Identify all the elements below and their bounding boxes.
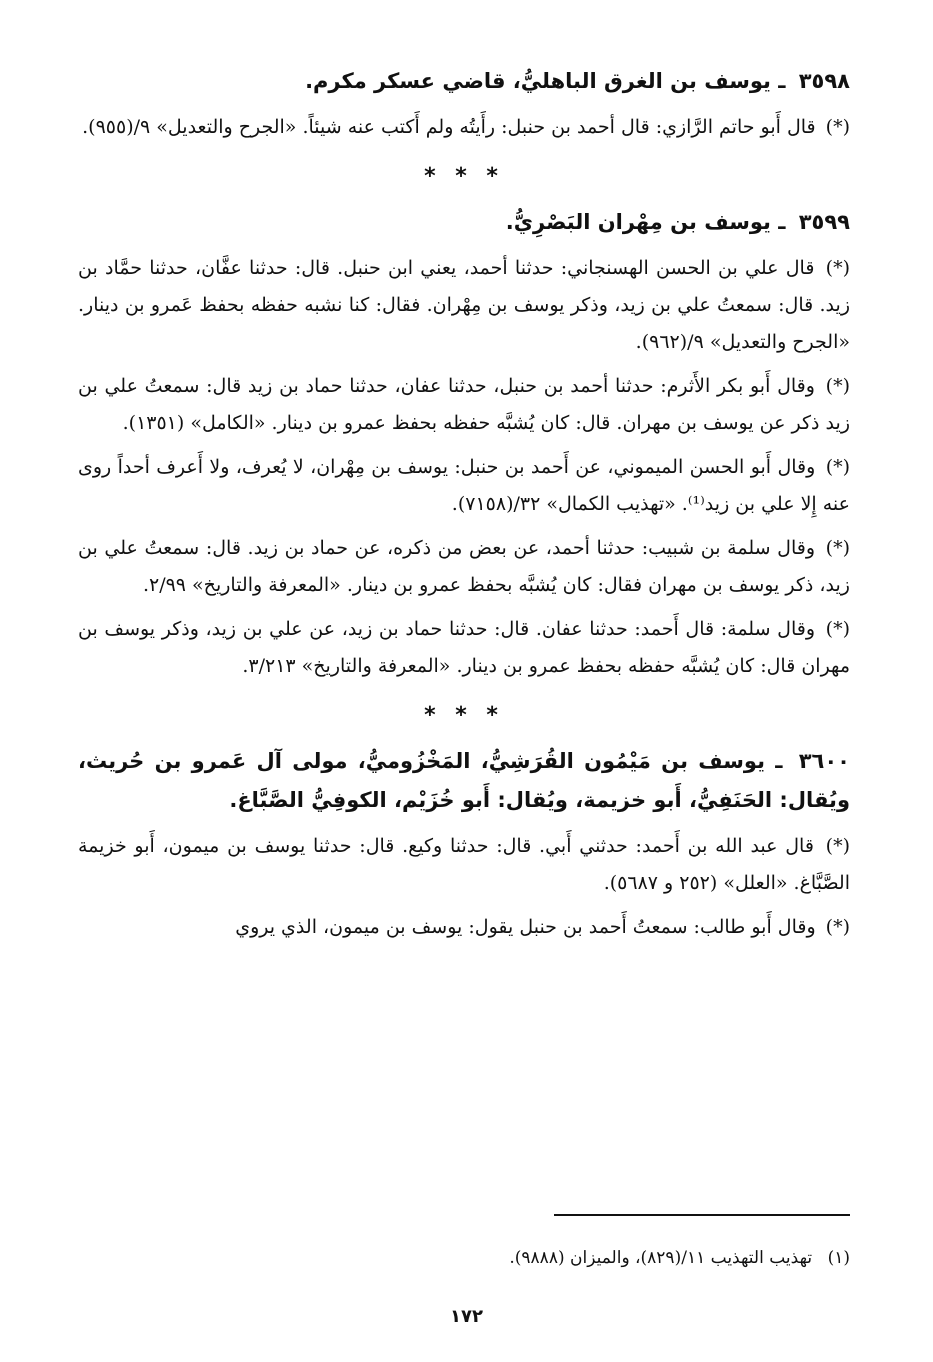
entry-3598 xyxy=(78,62,850,146)
narration-text: قال عبد الله بن أَحمد: حدثني أَبي. قال: حدثنا وكيع. قال: حدثنا يوسف بن ميمون، أَبو خزيمة الصَّبَّاغ. «العلل» (٢٥٢ و ٥٦٨٧). xyxy=(78,835,850,894)
page-number: ١٧٢ xyxy=(450,1306,483,1327)
narration-text: وقال أَبو الحسن الميموني، عن أَحمد بن حنبل: يوسف بن مِهْران، لا يُعرف، ولا أَعرف أحداً روى عنه إِلا علي بن زيد⁽¹⁾. «تهذيب الكمال» ٣٢/(٧١٥٨). xyxy=(78,456,850,515)
footnote-mark: (١) xyxy=(827,1248,850,1268)
footnote-text: تهذيب التهذيب ١١/(٨٢٩)، والميزان (٩٨٨٨). xyxy=(509,1248,813,1268)
footnote xyxy=(78,1244,850,1272)
narration-mark: (*) xyxy=(825,456,851,478)
entry-title: ـ يوسف بن مِهْران البَصْرِيُّ. xyxy=(505,210,786,234)
page-body xyxy=(78,62,850,953)
entry-heading xyxy=(78,742,850,820)
narration-paragraph xyxy=(78,909,850,946)
narration-mark: (*) xyxy=(825,618,850,640)
narration-text: وقال سلمة: قال أَحمد: حدثنا عفان. قال: حدثنا حماد بن زيد، عن علي بن زيد، وذكر يوسف بن مهران قال: كان يُشبَّه حفظه بحفظ عمرو بن دينار. «المعرفة والتاريخ» ٣/٢١٣. xyxy=(78,618,850,677)
narration-paragraph xyxy=(78,250,850,361)
narration-text: وقال أَبو بكر الأَثرم: حدثنا أحمد بن حنبل، حدثنا عفان، حدثنا حماد بن زيد قال: سمعتُ علي بن زيد ذكر عن يوسف بن مهران. قال: كان يُشبَّه حفظه بحفظ عمرو بن دينار. «الكامل» (١٣٥١). xyxy=(78,375,850,434)
narration-paragraph xyxy=(78,449,850,523)
entry-3599 xyxy=(78,203,850,685)
entry-number: ٣٥٩٨ xyxy=(798,69,850,93)
entry-title: ـ يوسف بن مَيْمُون القُرَشِيُّ، المَخْزُوميُّ، مولى آل عَمرو بن حُريث، ويُقال: الحَنَفِيُّ، أَبو خزيمة، ويُقال: أَبو خُزَيْم، الكوفِيُّ الصَّبَّاغ. xyxy=(78,749,850,812)
narration-mark: (*) xyxy=(825,257,850,279)
narration-text: وقال أَبو طالب: سمعتُ أَحمد بن حنبل يقول: يوسف بن ميمون، الذي يروي xyxy=(235,916,816,938)
narration-text: قال علي بن الحسن الهسنجاني: حدثنا أحمد، يعني ابن حنبل. قال: حدثنا عفَّان، حدثنا حمَّاد بن زيد. قال: سمعتُ علي بن زيد، وذكر يوسف بن مِهْران. فقال: كنا نشبه حفظه بحفظ عَمرو بن دينار. «الجرح والتعديل» ٩/(٩٦٢). xyxy=(78,257,850,353)
narration-mark: (*) xyxy=(825,916,850,938)
section-separator: * * * xyxy=(424,164,504,189)
narration-paragraph xyxy=(78,368,850,442)
narration-mark: (*) xyxy=(825,116,850,138)
footnote-divider xyxy=(554,1214,850,1216)
entry-heading xyxy=(78,62,850,101)
narration-text: وقال سلمة بن شبيب: حدثنا أحمد، عن بعض من ذكره، عن حماد بن زيد. قال: سمعتُ علي بن زيد، ذكر يوسف بن مهران فقال: كان يُشبَّه بحفظ عمرو بن دينار. «المعرفة والتاريخ» ٢/٩٩. xyxy=(78,537,850,596)
narration-mark: (*) xyxy=(825,537,850,559)
narration-mark: (*) xyxy=(825,835,850,857)
narration-paragraph xyxy=(78,828,850,902)
narration-mark: (*) xyxy=(825,375,850,397)
entry-number: ٣٦٠٠ xyxy=(798,749,851,773)
narration-paragraph xyxy=(78,611,850,685)
narration-text: قال أَبو حاتم الرَّازي: قال أحمد بن حنبل: رأَيتُه ولم أَكتب عنه شيئاً. «الجرح والتعديل» ٩/(٩٥٥). xyxy=(82,116,816,138)
narration-paragraph xyxy=(78,530,850,604)
entry-heading xyxy=(78,203,850,242)
entry-title: ـ يوسف بن الغرق الباهليُّ، قاضي عسكر مكرم. xyxy=(305,69,786,93)
entry-3600 xyxy=(78,742,850,946)
section-separator: * * * xyxy=(424,703,504,728)
narration-paragraph xyxy=(78,109,850,146)
entry-number: ٣٥٩٩ xyxy=(798,210,850,234)
